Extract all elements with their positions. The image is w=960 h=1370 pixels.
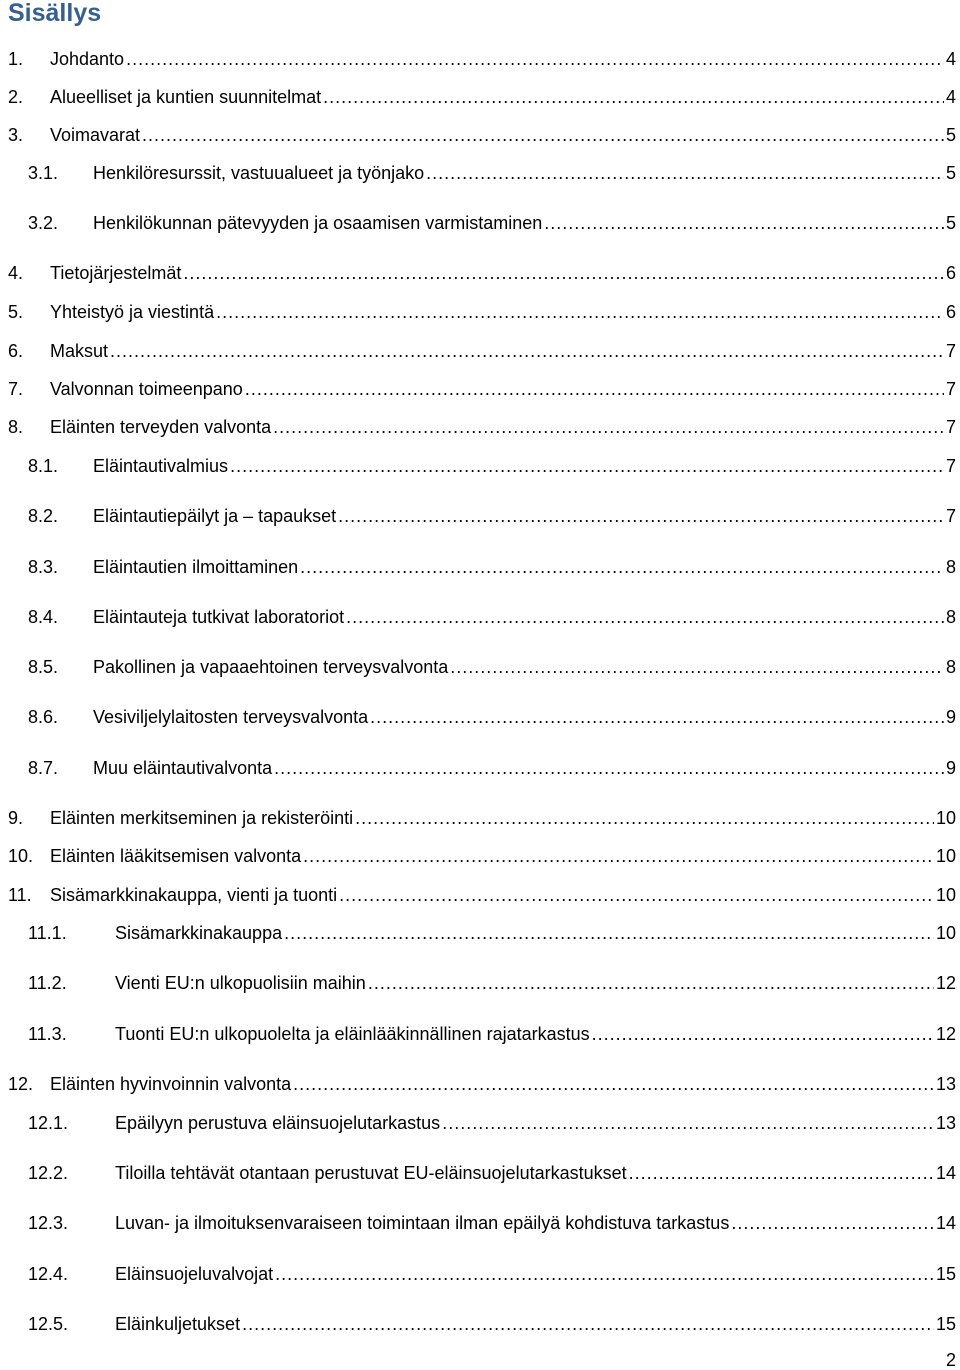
toc-entry-page: 5	[945, 163, 956, 183]
toc-entry-number: 7.	[8, 379, 24, 399]
toc-entry[interactable]	[0, 211, 956, 235]
toc-entry[interactable]	[0, 555, 956, 579]
dot-leader	[338, 504, 944, 528]
toc-entry[interactable]	[0, 883, 956, 907]
dot-leader	[300, 555, 944, 579]
toc-entry-number: 12.	[8, 1074, 34, 1094]
toc-entry-number: 3.	[8, 125, 24, 145]
toc-entry[interactable]	[0, 1312, 956, 1336]
dot-leader	[323, 85, 944, 109]
toc-entry-number: 1.	[8, 49, 24, 69]
toc-entry-number: 8.4.	[28, 607, 59, 627]
dot-leader	[346, 605, 944, 629]
dot-leader	[183, 261, 944, 285]
toc-entry[interactable]	[0, 300, 956, 324]
toc-entry-label: Sisämarkkinakauppa, vienti ja tuonti	[50, 885, 338, 905]
dot-leader	[339, 883, 934, 907]
toc-entry[interactable]	[0, 655, 956, 679]
toc-entry-label: Eläintauteja tutkivat laboratoriot	[93, 607, 345, 627]
page-number: 2	[945, 1350, 956, 1370]
toc-entry-number: 3.1.	[28, 163, 59, 183]
dot-leader	[273, 415, 944, 439]
toc-entry[interactable]	[0, 844, 956, 868]
toc-entry-number: 4.	[8, 263, 24, 283]
toc-entry-number: 8.	[8, 417, 24, 437]
toc-entry-label: Tuonti EU:n ulkopuolelta ja eläinlääkinnällinen rajatarkastus	[115, 1024, 590, 1044]
toc-entry-label: Eläintautiepäilyt ja – tapaukset	[93, 506, 337, 526]
toc-entry-page: 6	[945, 302, 956, 322]
toc-entry[interactable]	[0, 504, 956, 528]
toc-entry[interactable]	[0, 85, 956, 109]
toc-entry-page: 9	[945, 758, 956, 778]
toc-entry[interactable]	[0, 1072, 956, 1096]
toc-entry-page: 4	[945, 49, 956, 69]
dot-leader	[142, 123, 944, 147]
toc-entry[interactable]	[0, 454, 956, 478]
dot-leader	[274, 756, 944, 780]
toc-entry-label: Eläinten merkitseminen ja rekisteröinti	[50, 808, 354, 828]
toc-entry-number: 12.1.	[28, 1113, 69, 1133]
toc-entry-page: 5	[945, 125, 956, 145]
toc-entry-number: 8.3.	[28, 557, 59, 577]
toc-entry-label: Eläinsuojeluvalvojat	[115, 1264, 274, 1284]
dot-leader	[110, 339, 944, 363]
toc-entry[interactable]	[0, 756, 956, 780]
dot-leader	[242, 1312, 934, 1336]
toc-entry-number: 8.7.	[28, 758, 59, 778]
toc-entry[interactable]	[0, 705, 956, 729]
dot-leader	[284, 921, 934, 945]
toc-entry-page: 10	[935, 923, 956, 943]
toc-entry-number: 12.4.	[28, 1264, 69, 1284]
toc-entry[interactable]	[0, 123, 956, 147]
toc-entry-label: Henkilökunnan pätevyyden ja osaamisen varmistaminen	[93, 213, 543, 233]
toc-entry-label: Tietojärjestelmät	[50, 263, 182, 283]
toc-entry[interactable]	[0, 377, 956, 401]
toc-entry-page: 6	[945, 263, 956, 283]
toc-entry-label: Eläinten terveyden valvonta	[50, 417, 272, 437]
toc-entry-label: Alueelliset ja kuntien suunnitelmat	[50, 87, 322, 107]
toc-entry-label: Eläintautivalmius	[93, 456, 229, 476]
toc-entry[interactable]	[0, 1262, 956, 1286]
toc-entry[interactable]	[0, 605, 956, 629]
toc-entry-label: Valvonnan toimeenpano	[50, 379, 243, 399]
toc-entry-page: 15	[935, 1314, 956, 1334]
toc-entry-label: Vienti EU:n ulkopuolisiin maihin	[115, 973, 366, 993]
toc-entry-page: 10	[935, 808, 956, 828]
toc-entry-page: 13	[935, 1113, 956, 1133]
toc-entry-number: 2.	[8, 87, 24, 107]
toc-entry-label: Eläinkuljetukset	[115, 1314, 241, 1334]
dot-leader	[293, 1072, 934, 1096]
toc-entry-label: Voimavarat	[50, 125, 141, 145]
toc-entry-number: 6.	[8, 341, 24, 361]
toc-entry-page: 7	[945, 456, 956, 476]
dot-leader	[275, 1262, 934, 1286]
toc-entry[interactable]	[0, 971, 956, 995]
toc-entry-page: 8	[945, 607, 956, 627]
toc-entry-label: Eläinten hyvinvoinnin valvonta	[50, 1074, 292, 1094]
toc-entry-number: 12.2.	[28, 1163, 69, 1183]
toc-entry-page: 10	[935, 846, 956, 866]
toc-entry-label: Vesiviljelylaitosten terveysvalvonta	[93, 707, 369, 727]
page-title: Sisällys	[8, 0, 102, 27]
toc-entry-number: 11.2.	[28, 973, 67, 993]
dot-leader	[355, 806, 934, 830]
toc-entry-label: Sisämarkkinakauppa	[115, 923, 283, 943]
toc-entry-number: 8.5.	[28, 657, 59, 677]
toc-entry-number: 11.	[8, 885, 32, 905]
toc-entry-label: Muu eläintautivalvonta	[93, 758, 273, 778]
toc-entry-page: 4	[945, 87, 956, 107]
toc-entry[interactable]	[0, 1022, 956, 1046]
toc-entry-page: 13	[935, 1074, 956, 1094]
toc-entry-page: 14	[935, 1213, 956, 1233]
toc-entry-page: 12	[935, 1024, 956, 1044]
toc-entry-label: Pakollinen ja vapaaehtoinen terveysvalvonta	[93, 657, 449, 677]
toc-entry-number: 3.2.	[28, 213, 59, 233]
toc-entry-label: Eläinten lääkitsemisen valvonta	[50, 846, 302, 866]
dot-leader	[426, 161, 944, 185]
toc-entry-page: 7	[945, 417, 956, 437]
dot-leader	[126, 47, 944, 71]
toc-entry[interactable]	[0, 261, 956, 285]
dot-leader	[245, 377, 944, 401]
toc-entry[interactable]	[0, 161, 956, 185]
dot-leader	[544, 211, 944, 235]
dot-leader	[592, 1022, 934, 1046]
toc-entry-number: 5.	[8, 302, 24, 322]
dot-leader	[450, 655, 944, 679]
dot-leader	[442, 1111, 934, 1135]
dot-leader	[370, 705, 944, 729]
toc-entry-page: 10	[935, 885, 956, 905]
dot-leader	[368, 971, 934, 995]
toc-entry-number: 11.3.	[28, 1024, 67, 1044]
toc-entry-page: 8	[945, 657, 956, 677]
dot-leader	[731, 1211, 934, 1235]
toc-entry-number: 12.5.	[28, 1314, 69, 1334]
toc-entry-page: 7	[945, 506, 956, 526]
toc-entry-label: Maksut	[50, 341, 109, 361]
toc-entry-label: Henkilöresurssit, vastuualueet ja työnjako	[93, 163, 425, 183]
toc-entry-number: 8.1.	[28, 456, 59, 476]
toc-entry[interactable]	[0, 339, 956, 363]
toc-entry-page: 14	[935, 1163, 956, 1183]
toc-entry[interactable]	[0, 1111, 956, 1135]
toc-entry-number: 11.1.	[28, 923, 67, 943]
toc-entry[interactable]	[0, 1211, 956, 1235]
toc-entry-label: Eläintautien ilmoittaminen	[93, 557, 299, 577]
toc-entry-number: 8.2.	[28, 506, 59, 526]
toc-entry-number: 12.3.	[28, 1213, 69, 1233]
toc-entry-page: 7	[945, 379, 956, 399]
toc-entry-number: 10.	[8, 846, 34, 866]
toc-entry-number: 8.6.	[28, 707, 59, 727]
toc-entry-page: 12	[935, 973, 956, 993]
toc-entry-page: 7	[945, 341, 956, 361]
toc-entry[interactable]	[0, 1161, 956, 1185]
toc-entry-page: 15	[935, 1264, 956, 1284]
toc-entry-label: Johdanto	[50, 49, 125, 69]
toc-entry[interactable]	[0, 806, 956, 830]
toc-entry[interactable]	[0, 921, 956, 945]
toc-entry-page: 8	[945, 557, 956, 577]
toc-entry-label: Luvan- ja ilmoituksenvaraiseen toimintaan ilman epäilyä kohdistuva tarkastus	[115, 1213, 730, 1233]
toc-entry-label: Epäilyyn perustuva eläinsuojelutarkastus	[115, 1113, 441, 1133]
toc-entry-label: Tiloilla tehtävät otantaan perustuvat EU-eläinsuojelutarkastukset	[115, 1163, 627, 1183]
toc-entry-label: Yhteistyö ja viestintä	[50, 302, 215, 322]
toc-entry-page: 5	[945, 213, 956, 233]
toc-entry-page: 9	[945, 707, 956, 727]
toc-entry-number: 9.	[8, 808, 24, 828]
dot-leader	[303, 844, 934, 868]
dot-leader	[629, 1161, 934, 1185]
dot-leader	[230, 454, 944, 478]
dot-leader	[216, 300, 944, 324]
toc-entry[interactable]	[0, 415, 956, 439]
toc-entry[interactable]	[0, 47, 956, 71]
